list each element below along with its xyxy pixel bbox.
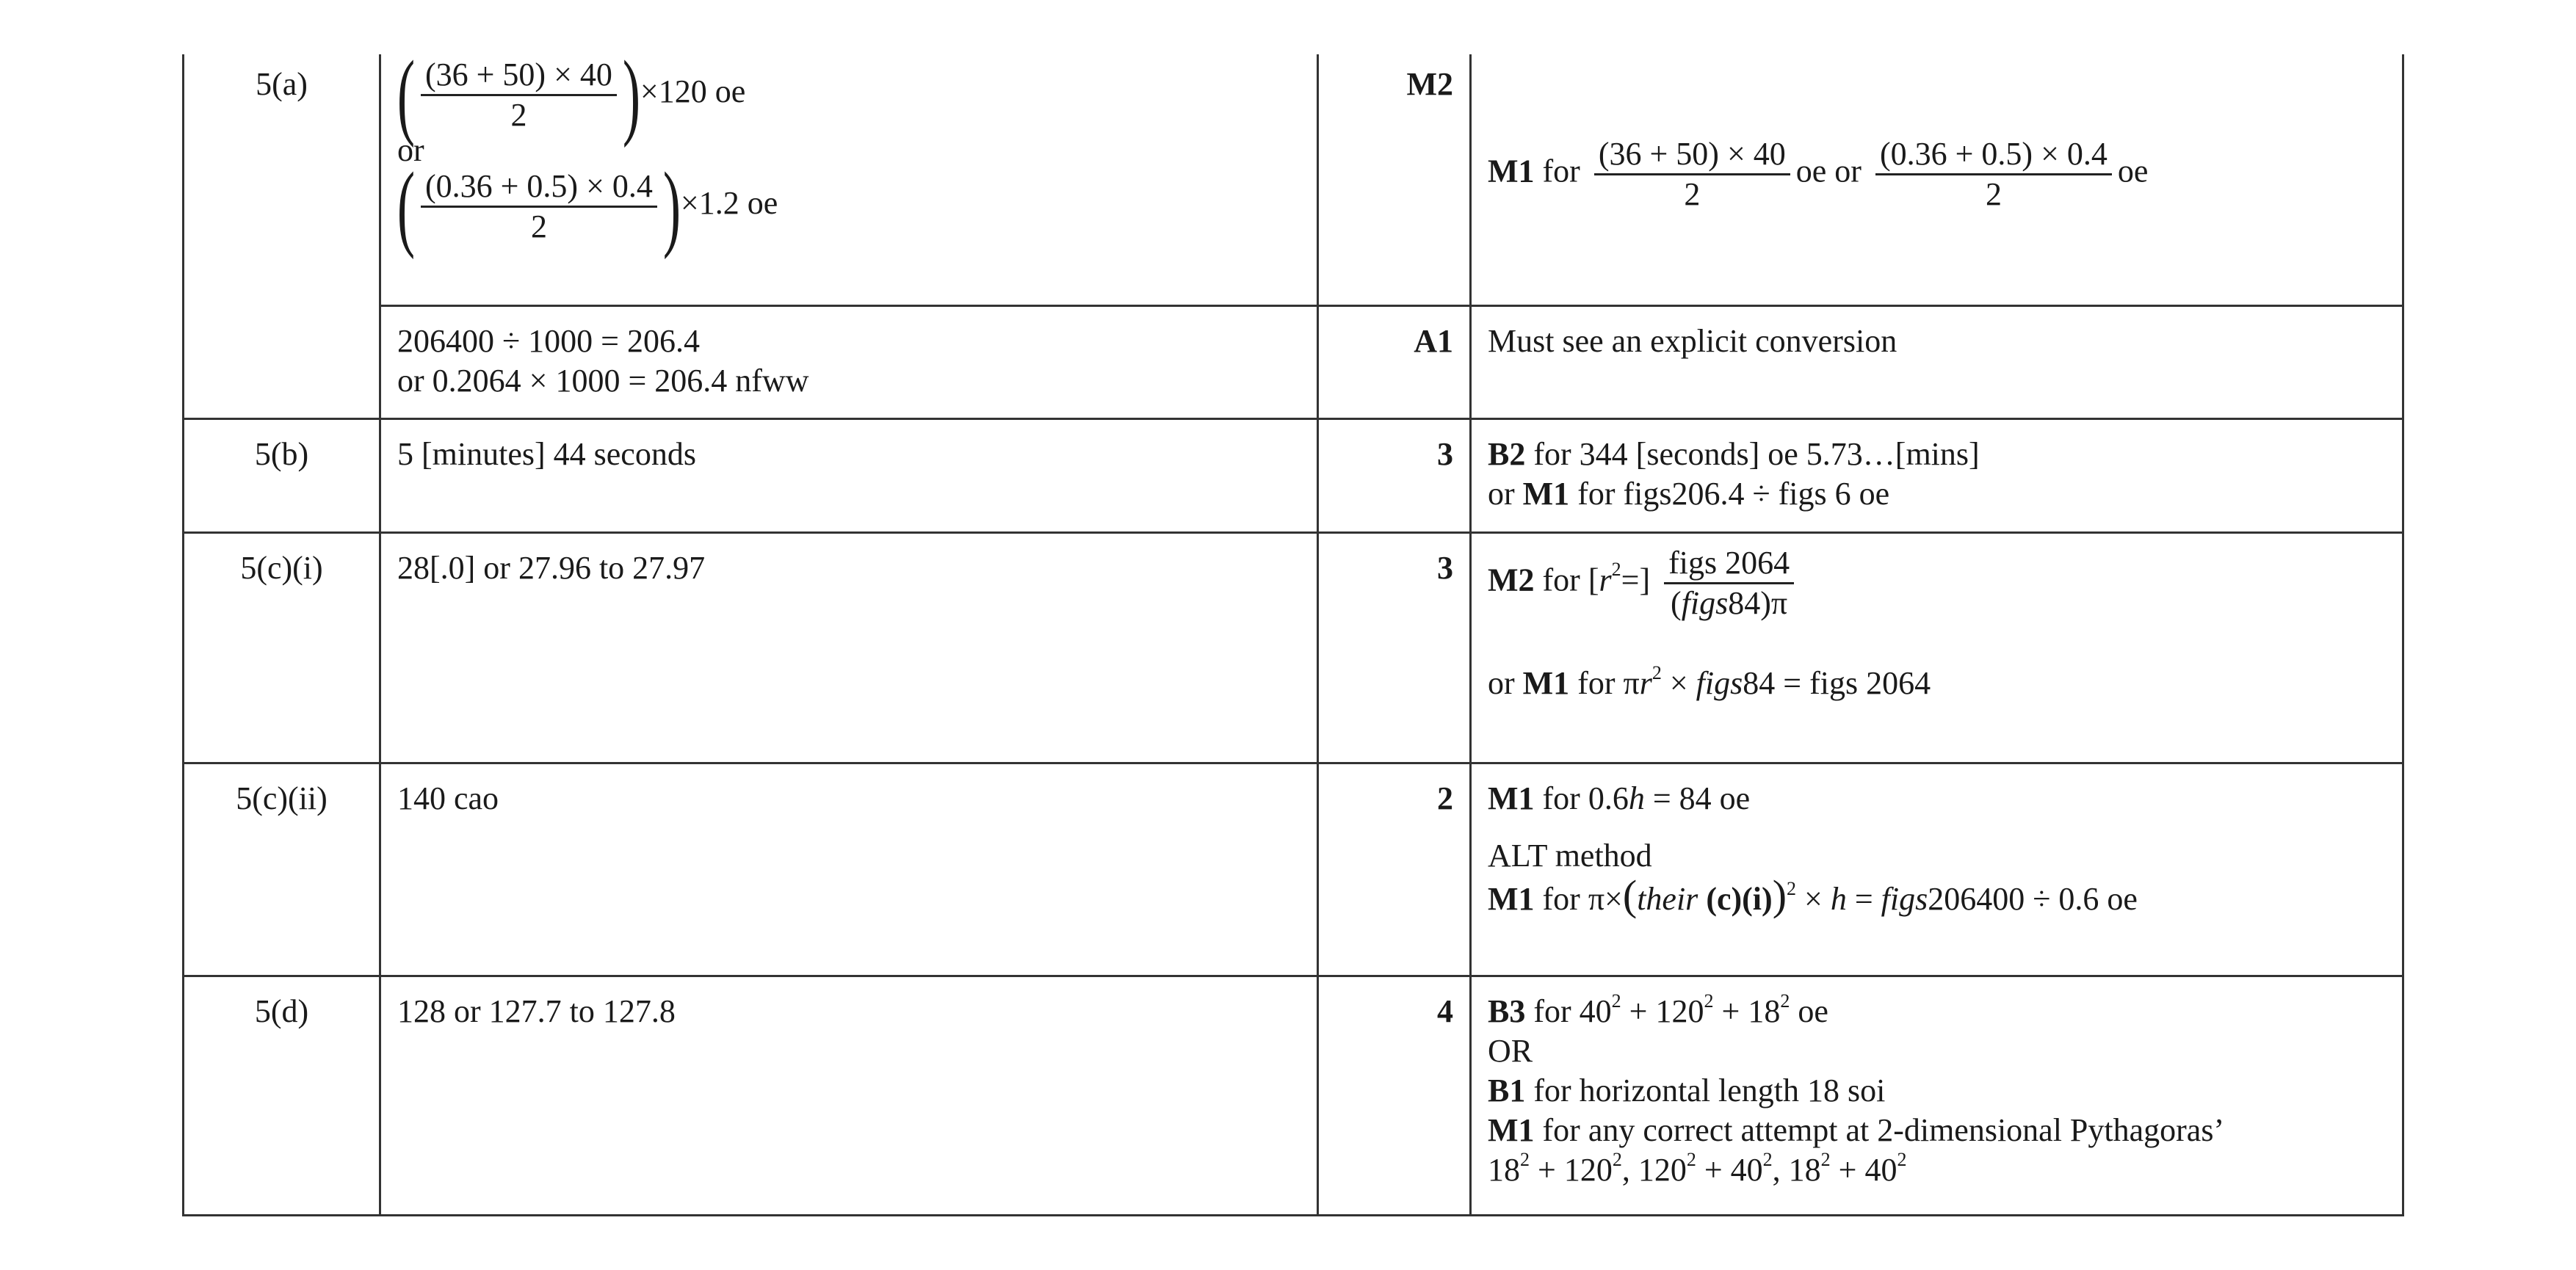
answer-line: or 0.2064 × 1000 = 206.4 nfww	[397, 362, 809, 399]
answer-expression-2	[397, 152, 1300, 260]
notes-text: =	[1846, 880, 1881, 917]
notes-text: figs	[1681, 584, 1729, 621]
mark-code: M1	[1488, 880, 1535, 917]
fraction-denominator	[1664, 584, 1794, 623]
question-number	[184, 54, 380, 418]
superscript: 2	[1520, 1148, 1530, 1170]
notes-text: (c)(i)	[1698, 880, 1773, 917]
notes-text: oe	[2117, 153, 2149, 189]
notes-text: =]	[1621, 562, 1651, 598]
marks-value: A1	[1414, 322, 1453, 359]
fraction-numerator: figs 2064	[1664, 544, 1794, 584]
table-row	[184, 532, 2403, 763]
superscript: 2	[1611, 990, 1621, 1012]
notes-text: for 40	[1525, 993, 1612, 1029]
question-number	[184, 763, 380, 976]
notes-text: for π×	[1534, 880, 1623, 917]
notes-line	[1488, 779, 2386, 819]
notes-text: for figs206.4 ÷ figs 6 oe	[1569, 475, 1890, 512]
fraction-numerator: (36 + 50) × 40	[421, 56, 617, 96]
superscript: 2	[1762, 1148, 1773, 1170]
notes-text: (	[1671, 584, 1682, 621]
notes-text: for 344 [seconds] oe 5.73…[mins]	[1525, 435, 1980, 472]
answer-line: 206400 ÷ 1000 = 206.4	[397, 322, 700, 359]
question-label: 5(d)	[254, 993, 309, 1029]
marks-cell	[1318, 763, 1471, 976]
mark-scheme-table	[182, 40, 2404, 1216]
notes-text: figs	[1881, 880, 1928, 917]
notes-text: + 18	[1713, 993, 1781, 1029]
mark-code: M1	[1488, 780, 1535, 816]
notes-line	[1488, 544, 2386, 623]
notes-text: , 120	[1621, 1151, 1687, 1188]
notes-text: for [	[1534, 562, 1599, 598]
notes-text: for	[1542, 153, 1580, 189]
marks-cell	[1318, 532, 1471, 763]
right-paren: )	[1772, 871, 1787, 919]
superscript: 2	[1612, 1148, 1622, 1170]
notes-text: oe	[1790, 993, 1828, 1029]
notes-text: 84 = figs 2064	[1743, 664, 1931, 701]
superscript: 2	[1820, 1148, 1831, 1170]
answer-text: 28[.0] or 27.96 to 27.97	[397, 549, 706, 586]
answer-cell	[380, 418, 1318, 532]
notes-line: OR	[1488, 1032, 1533, 1069]
expression-tail: ×120 oe	[640, 73, 746, 110]
spacer	[1488, 819, 2386, 836]
question-label: 5(c)(ii)	[236, 780, 328, 816]
notes-line	[1488, 661, 2386, 703]
question-label: 5(a)	[256, 66, 308, 102]
answer-cell	[380, 763, 1318, 976]
notes-line	[1488, 871, 2386, 919]
marks-cell	[1318, 305, 1471, 418]
marks-value: M2	[1406, 66, 1453, 102]
marks-cell	[1318, 976, 1471, 1215]
notes-text: + 120	[1621, 993, 1704, 1029]
mark-code: M1	[1488, 1111, 1535, 1148]
superscript: 2	[1787, 877, 1797, 899]
table-row	[184, 305, 2403, 418]
mark-code: B1	[1488, 1072, 1526, 1108]
notes-text: for any correct attempt at 2-dimensional Pythagoras’	[1534, 1111, 2225, 1148]
mark-code: M1	[1522, 664, 1570, 701]
table-row	[184, 418, 2403, 532]
marks-cell	[1318, 54, 1471, 305]
notes-cell	[1471, 54, 2403, 305]
notes-text: for 0.6	[1534, 780, 1629, 816]
fraction	[1664, 544, 1794, 623]
notes-text: ×	[1661, 664, 1696, 701]
right-paren: )	[622, 40, 640, 148]
notes-text: their	[1637, 880, 1698, 917]
marks-value: 3	[1437, 435, 1453, 472]
answer-text: 128 or 127.7 to 127.8	[397, 993, 676, 1029]
notes-line	[1488, 474, 2386, 514]
notes-line	[1488, 992, 2386, 1031]
fraction-denominator: 2	[510, 96, 527, 133]
expression-tail: ×1.2 oe	[680, 185, 778, 222]
notes-cell	[1471, 305, 2403, 418]
notes-cell	[1471, 976, 2403, 1215]
or-text: or	[397, 132, 424, 168]
marks-value: 4	[1437, 993, 1453, 1029]
fraction-denominator: 2	[530, 208, 547, 244]
marks-value: 2	[1437, 780, 1453, 816]
notes-text: figs	[1696, 664, 1743, 701]
notes-text: oe or	[1795, 153, 1862, 189]
table-row	[184, 54, 2403, 305]
fraction	[421, 56, 617, 134]
notes-text: ×	[1796, 880, 1831, 917]
fraction-denominator: 2	[1684, 176, 1701, 212]
mark-code: B2	[1488, 435, 1526, 472]
notes-text: + 40	[1830, 1151, 1897, 1188]
spacer	[1488, 623, 2386, 664]
left-paren: (	[397, 40, 416, 148]
notes-line	[1488, 435, 2386, 474]
superscript: 2	[1704, 990, 1714, 1012]
mark-code: M1	[1522, 475, 1570, 512]
notes-text: , 18	[1772, 1151, 1821, 1188]
variable-h: h	[1830, 880, 1847, 917]
marks-cell	[1318, 418, 1471, 532]
question-number	[184, 532, 380, 763]
variable-h: h	[1628, 780, 1645, 816]
superscript: 2	[1651, 661, 1662, 683]
fraction-denominator: 2	[1985, 176, 2002, 212]
notes-text: 18	[1488, 1151, 1520, 1188]
superscript: 2	[1611, 559, 1621, 581]
notes-text: or	[1488, 664, 1523, 701]
answer-cell	[380, 305, 1318, 418]
variable-r: r	[1599, 562, 1612, 598]
notes-cell	[1471, 418, 2403, 532]
notes-cell	[1471, 532, 2403, 763]
fraction-numerator: (0.36 + 0.5) × 0.4	[421, 167, 657, 208]
fraction-numerator: (36 + 50) × 40	[1594, 135, 1790, 175]
notes-line	[1488, 135, 2386, 214]
answer-text: 140 cao	[397, 780, 499, 816]
notes-line: Must see an explicit conversion	[1488, 322, 1897, 359]
notes-line: ALT method	[1488, 837, 1652, 874]
question-label: 5(c)(i)	[240, 549, 323, 586]
mark-code: B3	[1488, 993, 1526, 1029]
question-number	[184, 418, 380, 532]
fraction	[1594, 135, 1790, 214]
notes-text: 206400 ÷ 0.6 oe	[1928, 880, 2138, 917]
left-paren: (	[397, 152, 416, 260]
notes-text: or	[1488, 475, 1523, 512]
answer-expression-1	[397, 40, 1300, 148]
mark-code: M1	[1488, 153, 1535, 189]
notes-text: = 84 oe	[1644, 780, 1751, 816]
answer-cell	[380, 532, 1318, 763]
notes-line	[1488, 1111, 2386, 1150]
table-row	[184, 763, 2403, 976]
left-paren: (	[1622, 871, 1638, 919]
table-row	[184, 976, 2403, 1215]
fraction	[1875, 135, 2112, 214]
answer-cell	[380, 40, 1318, 305]
notes-text: + 120	[1530, 1151, 1613, 1188]
notes-line	[1488, 1071, 2386, 1111]
superscript: 2	[1897, 1148, 1907, 1170]
answer-text: 5 [minutes] 44 seconds	[397, 435, 696, 472]
superscript: 2	[1780, 990, 1790, 1012]
question-number	[184, 976, 380, 1215]
notes-text: 84)π	[1728, 584, 1788, 621]
fraction-numerator: (0.36 + 0.5) × 0.4	[1875, 135, 2112, 175]
notes-text: + 40	[1696, 1151, 1763, 1188]
fraction	[421, 167, 657, 246]
superscript: 2	[1686, 1148, 1696, 1170]
notes-line	[1488, 1150, 2386, 1190]
mark-code: M2	[1488, 562, 1535, 598]
question-label: 5(b)	[254, 435, 309, 472]
variable-r: r	[1639, 664, 1652, 701]
notes-text: for horizontal length 18 soi	[1525, 1072, 1886, 1108]
right-paren: )	[662, 152, 681, 260]
answer-cell	[380, 976, 1318, 1215]
notes-cell	[1471, 763, 2403, 976]
marks-value: 3	[1437, 549, 1453, 586]
notes-text: for π	[1569, 664, 1640, 701]
